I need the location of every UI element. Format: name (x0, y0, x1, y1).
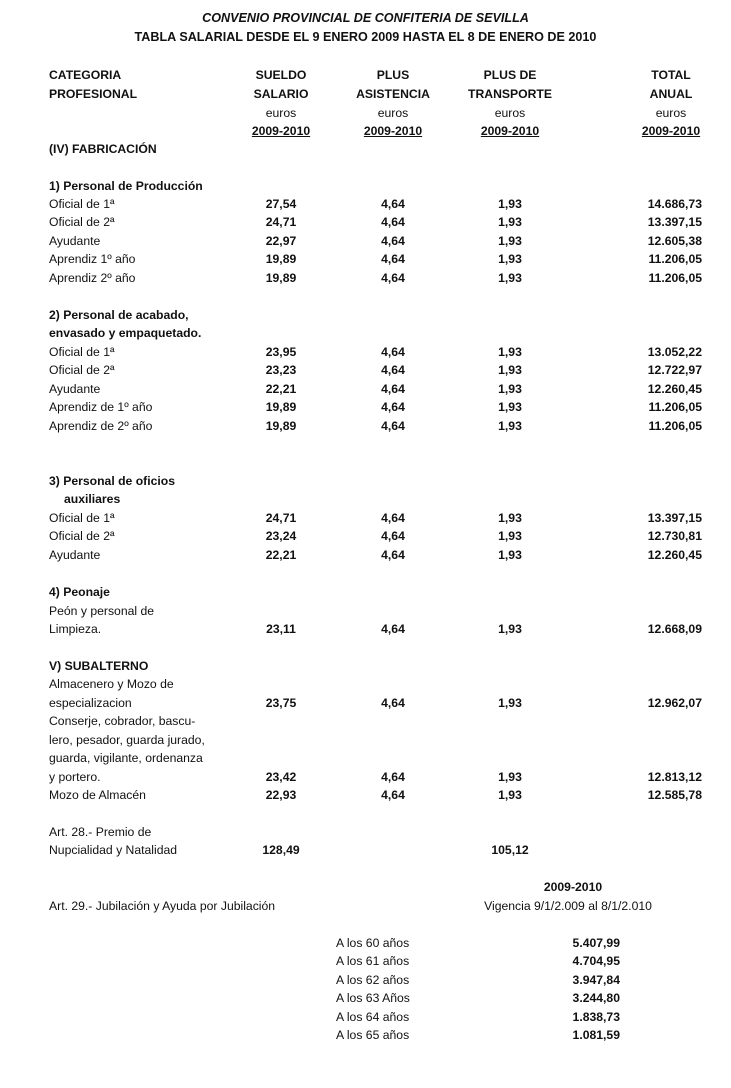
row-asistencia: 4,64 (381, 788, 405, 802)
row-label: Aprendiz de 1º año (49, 400, 153, 414)
row-asistencia: 4,64 (381, 252, 405, 266)
header-year-4: 2009-2010 (641, 124, 701, 138)
row-transporte: 1,93 (498, 548, 522, 562)
header-profesional: PROFESIONAL (49, 87, 138, 101)
header-transporte: TRANSPORTE (468, 87, 552, 101)
document-subtitle: TABLA SALARIAL DESDE EL 9 ENERO 2009 HASTA EL 8 DE ENERO DE 2010 (134, 30, 597, 44)
retirement-amount: 3.244,80 (572, 991, 620, 1005)
row-sueldo: 23,23 (265, 363, 297, 377)
row-sueldo: 22,93 (265, 788, 297, 802)
header-year-1: 2009-2010 (251, 124, 311, 138)
section-title: 2) Personal de acabado, (49, 308, 189, 322)
row-asistencia: 4,64 (381, 234, 405, 248)
header-asistencia: ASISTENCIA (356, 87, 430, 101)
row-label-cont: y portero. (49, 770, 101, 784)
row-sueldo: 19,89 (265, 271, 297, 285)
retirement-age-label: A los 61 años (336, 954, 410, 968)
row-label: Mozo de Almacén (49, 788, 146, 802)
row-transporte: 1,93 (498, 419, 522, 433)
row-asistencia: 4,64 (381, 622, 405, 636)
row-label-cont: lero, pesador, guarda jurado, (49, 733, 205, 747)
row-transporte: 1,93 (498, 622, 522, 636)
row-sueldo: 19,89 (265, 252, 297, 266)
row-sueldo: 22,21 (265, 548, 297, 562)
row-asistencia: 4,64 (381, 770, 405, 784)
retirement-amount: 1.838,73 (572, 1010, 620, 1024)
art29-year-header: 2009-2010 (543, 880, 603, 894)
row-label: Oficial de 2ª (49, 215, 115, 229)
art29-vigencia: Vigencia 9/1/2.009 al 8/1/2.010 (484, 899, 652, 913)
retirement-age-label: A los 63 Años (336, 991, 410, 1005)
row-total: 11.206,05 (648, 252, 702, 266)
row-asistencia: 4,64 (381, 345, 405, 359)
row-total: 13.397,15 (647, 215, 702, 229)
section-title: V) SUBALTERNO (49, 659, 149, 673)
art29-label: Art. 29.- Jubilación y Ayuda por Jubilación (49, 899, 276, 913)
row-label: Ayudante (49, 382, 101, 396)
row-sueldo: 23,24 (265, 529, 297, 543)
section-title-cont: auxiliares (64, 492, 121, 506)
retirement-amount: 3.947,84 (572, 973, 620, 987)
row-asistencia: 4,64 (381, 696, 405, 710)
row-sueldo: 23,95 (265, 345, 297, 359)
row-transporte: 1,93 (498, 788, 522, 802)
row-sueldo: 24,71 (265, 215, 297, 229)
header-sueldo: SUELDO (255, 68, 307, 82)
art28-value-nupcialidad: 128,49 (262, 843, 300, 857)
row-asistencia: 4,64 (381, 197, 405, 211)
row-asistencia: 4,64 (381, 548, 405, 562)
row-transporte: 1,93 (498, 345, 522, 359)
row-label: Aprendiz 2º año (49, 271, 136, 285)
row-total: 12.722,97 (647, 363, 702, 377)
row-transporte: 1,93 (498, 770, 522, 784)
row-sueldo: 27,54 (265, 197, 297, 211)
row-total: 12.585,78 (647, 788, 702, 802)
row-asistencia: 4,64 (381, 400, 405, 414)
row-transporte: 1,93 (498, 400, 522, 414)
row-asistencia: 4,64 (381, 363, 405, 377)
row-label: Oficial de 1ª (49, 511, 115, 525)
row-label: Aprendiz 1º año (49, 252, 136, 266)
section-title: 3) Personal de oficios (49, 474, 175, 488)
row-label-cont: Limpieza. (49, 622, 102, 636)
art28-label-cont: Nupcialidad y Natalidad (49, 843, 178, 857)
row-asistencia: 4,64 (381, 271, 405, 285)
row-sueldo: 22,97 (265, 234, 297, 248)
row-total: 12.260,45 (647, 548, 702, 562)
row-label: Conserje, cobrador, bascu- (49, 714, 196, 728)
row-total: 12.730,81 (647, 529, 702, 543)
row-transporte: 1,93 (498, 271, 522, 285)
row-label: Aprendiz de 2º año (49, 419, 153, 433)
row-transporte: 1,93 (498, 363, 522, 377)
header-euros-3: euros (494, 106, 526, 120)
retirement-amount: 4.704,95 (572, 954, 620, 968)
row-transporte: 1,93 (498, 511, 522, 525)
header-year-3: 2009-2010 (480, 124, 540, 138)
row-asistencia: 4,64 (381, 215, 405, 229)
row-total: 14.686,73 (647, 197, 702, 211)
row-total: 13.397,15 (647, 511, 702, 525)
art28-label: Art. 28.- Premio de (49, 825, 152, 839)
section-title-cont: envasado y empaquetado. (49, 326, 202, 340)
art28-value-natalidad: 105,12 (491, 843, 529, 857)
row-label-cont: guarda, vigilante, ordenanza (49, 751, 203, 765)
row-transporte: 1,93 (498, 197, 522, 211)
header-categoria: CATEGORIA (49, 68, 122, 82)
row-sueldo: 19,89 (265, 419, 297, 433)
row-sueldo: 23,75 (265, 696, 297, 710)
row-label: Oficial de 2ª (49, 529, 115, 543)
retirement-amount: 5.407,99 (572, 936, 620, 950)
header-anual: ANUAL (649, 87, 693, 101)
header-euros-2: euros (377, 106, 409, 120)
row-total: 12.260,45 (647, 382, 702, 396)
row-sueldo: 22,21 (265, 382, 297, 396)
header-euros-4: euros (655, 106, 687, 120)
row-label: Almacenero y Mozo de (49, 677, 174, 691)
row-label-cont: especializacion (49, 696, 132, 710)
row-asistencia: 4,64 (381, 529, 405, 543)
section-title: 4) Peonaje (49, 585, 110, 599)
row-transporte: 1,93 (498, 696, 522, 710)
header-total: TOTAL (651, 68, 691, 82)
row-label: Oficial de 2ª (49, 363, 115, 377)
row-total: 11.206,05 (648, 271, 702, 285)
row-transporte: 1,93 (498, 529, 522, 543)
retirement-age-label: A los 64 años (336, 1010, 410, 1024)
row-sueldo: 19,89 (265, 400, 297, 414)
row-label: Ayudante (49, 234, 101, 248)
row-label: Peón y personal de (49, 604, 155, 618)
row-asistencia: 4,64 (381, 419, 405, 433)
retirement-age-label: A los 60 años (336, 936, 410, 950)
row-total: 12.668,09 (647, 622, 702, 636)
retirement-age-label: A los 65 años (336, 1028, 410, 1042)
row-label: Oficial de 1ª (49, 345, 115, 359)
row-label: Oficial de 1ª (49, 197, 115, 211)
retirement-age-label: A los 62 años (336, 973, 410, 987)
row-sueldo: 23,42 (265, 770, 297, 784)
header-salario: SALARIO (253, 87, 309, 101)
retirement-amount: 1.081,59 (572, 1028, 620, 1042)
header-plus: PLUS (376, 68, 410, 82)
row-total: 12.962,07 (647, 696, 702, 710)
row-total: 12.605,38 (647, 234, 702, 248)
row-total: 13.052,22 (647, 345, 702, 359)
header-euros-1: euros (265, 106, 297, 120)
row-asistencia: 4,64 (381, 382, 405, 396)
section-fabricacion-title: (IV) FABRICACIÓN (49, 142, 157, 156)
row-total: 11.206,05 (648, 400, 702, 414)
row-transporte: 1,93 (498, 382, 522, 396)
row-transporte: 1,93 (498, 252, 522, 266)
row-sueldo: 24,71 (265, 511, 297, 525)
row-asistencia: 4,64 (381, 511, 405, 525)
row-transporte: 1,93 (498, 234, 522, 248)
row-total: 12.813,12 (647, 770, 702, 784)
row-total: 11.206,05 (648, 419, 702, 433)
header-year-2: 2009-2010 (363, 124, 423, 138)
row-label: Ayudante (49, 548, 101, 562)
document-title: CONVENIO PROVINCIAL DE CONFITERIA DE SEVILLA (202, 11, 529, 25)
row-sueldo: 23,11 (266, 622, 296, 636)
header-plus-de: PLUS DE (483, 68, 537, 82)
row-transporte: 1,93 (498, 215, 522, 229)
section-title: 1) Personal de Producción (49, 179, 203, 193)
